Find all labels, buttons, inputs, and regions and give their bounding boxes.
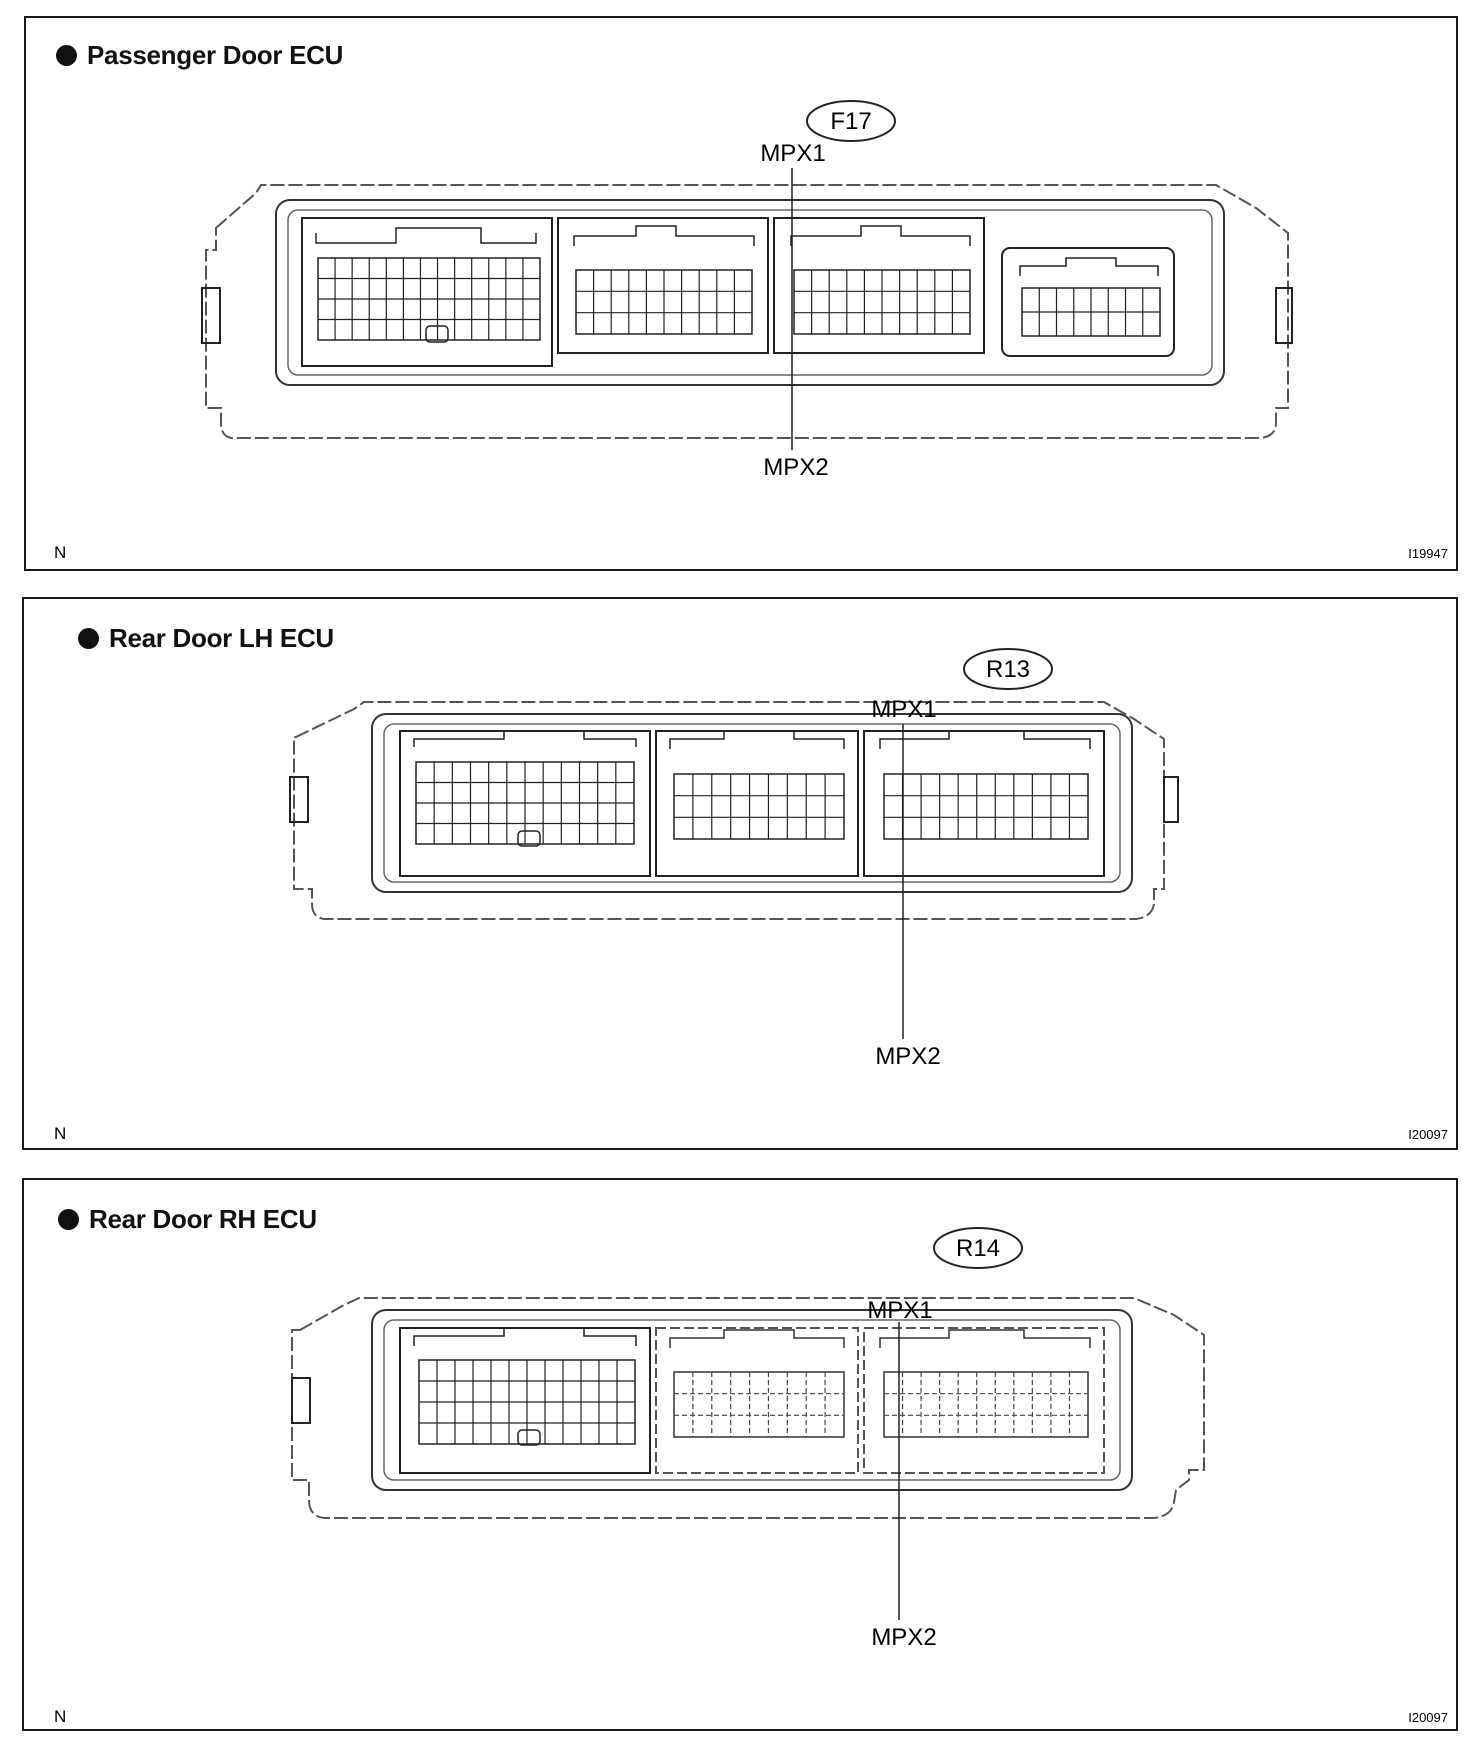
connector-label: F17 [830,108,872,135]
terminal-grid [674,774,844,839]
panel-passenger-door-ecu [24,16,1458,571]
figure-id: I20097 [1408,1710,1448,1725]
terminal-grid [674,1372,844,1437]
terminal-grid [1022,288,1160,336]
pin-label-bottom: MPX2 [871,1624,937,1651]
pin-label-top: MPX1 [867,1297,933,1324]
connector-label: R13 [985,656,1031,683]
terminal-grid [419,1360,635,1444]
connector-label: R14 [955,1235,1001,1262]
terminal-grid [794,270,970,334]
pin-label-top: MPX1 [760,140,826,167]
panel-title-text: Rear Door LH ECU [109,623,334,653]
view-code: N [54,1124,67,1143]
panel-title-text: Passenger Door ECU [87,40,344,70]
connector-diagram [26,18,1456,569]
view-code: N [54,543,67,562]
pin-label-top: MPX1 [871,696,937,723]
connector-diagram [24,599,1456,1148]
pin-label-bottom: MPX2 [763,454,829,481]
terminal-grid [884,1372,1088,1437]
terminal-grid [576,270,752,334]
view-code: N [54,1707,67,1726]
figure-id: I19947 [1408,546,1448,561]
terminal-grid [416,762,634,844]
connector-diagram [24,1180,1456,1729]
figure-id: I20097 [1408,1127,1448,1142]
pin-label-bottom: MPX2 [875,1043,941,1070]
terminal-grid [884,774,1088,839]
panel-rear-door-lh-ecu [22,597,1458,1150]
terminal-grid [318,258,540,340]
panel-title-text: Rear Door RH ECU [89,1204,317,1234]
panel-rear-door-rh-ecu [22,1178,1458,1731]
